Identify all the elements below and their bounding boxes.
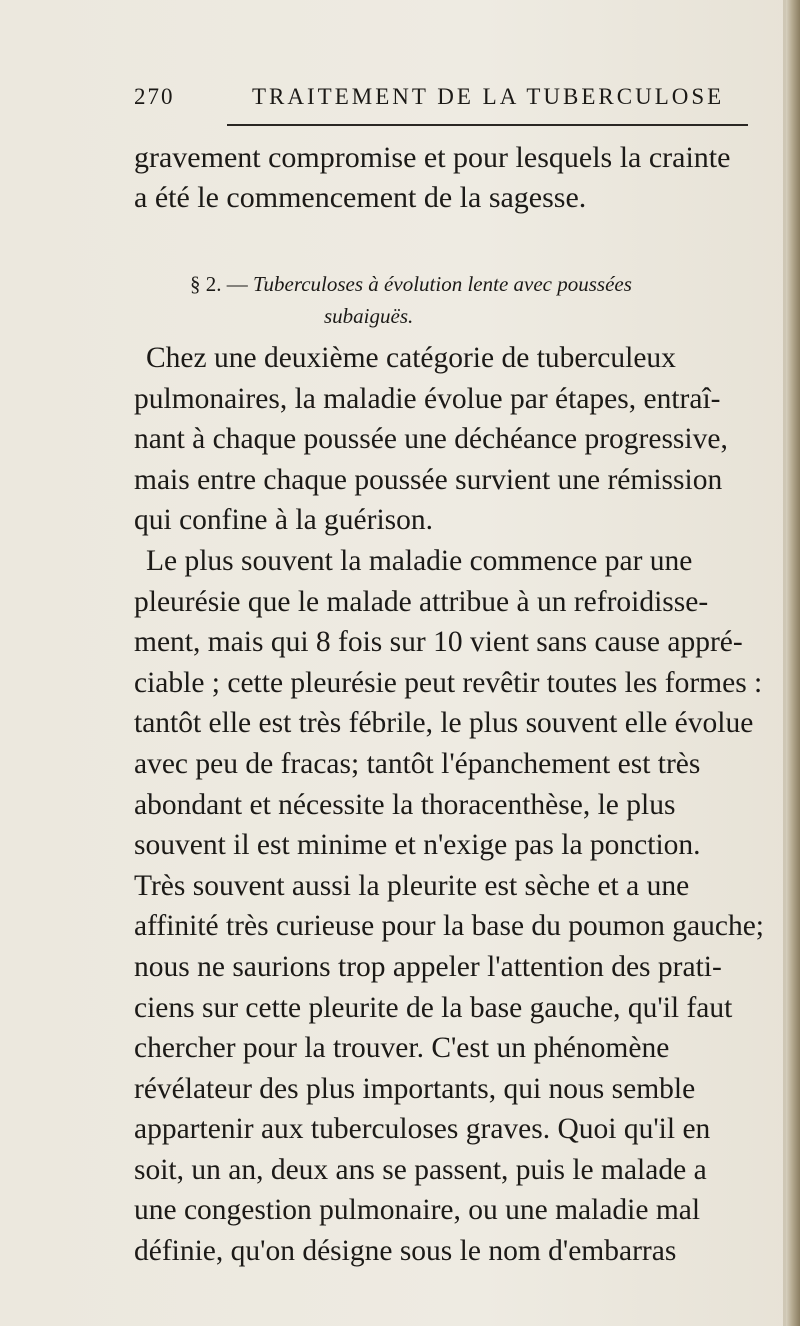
text-line: Le plus souvent la maladie commence par une <box>146 544 693 577</box>
section-title-line2: subaiguës. <box>324 304 414 328</box>
text-line: nant à chaque poussée une déchéance progressive, <box>134 423 728 456</box>
book-edge <box>786 0 800 1326</box>
section-symbol: § 2. — <box>190 272 248 296</box>
header-rule <box>227 124 748 126</box>
text-line: avec peu de fracas; tantôt l'épanchement est très <box>134 747 701 780</box>
section-title-line1: Tuberculoses à évolution lente avec poussées <box>253 272 632 296</box>
text-line: gravement compromise et pour lesquels la crainte <box>134 141 731 174</box>
page-header <box>134 84 758 118</box>
text-line: définie, qu'on désigne sous le nom d'embarras <box>134 1235 677 1268</box>
text-line: Très souvent aussi la pleurite est sèche et a une <box>134 869 690 902</box>
body-paragraphs <box>134 338 764 1272</box>
text-line: qui confine à la guérison. <box>134 504 434 537</box>
running-head: TRAITEMENT DE LA TUBERCULOSE <box>252 84 725 109</box>
text-line: ment, mais qui 8 fois sur 10 vient sans cause appré- <box>134 626 743 659</box>
text-line: affinité très curieuse pour la base du poumon gauche; <box>134 910 764 943</box>
text-line: chercher pour la trouver. C'est un phénomène <box>134 1032 670 1065</box>
text-line: nous ne saurions trop appeler l'attention des prati- <box>134 950 722 983</box>
text-line: révélateur des plus importants, qui nous semble <box>134 1072 696 1105</box>
intro-paragraph <box>134 138 764 218</box>
text-line: a été le commencement de la sagesse. <box>134 181 587 214</box>
text-line: abondant et nécessite la thoracenthèse, le plus <box>134 788 676 821</box>
text-line: souvent il est minime et n'exige pas la ponction. <box>134 829 701 862</box>
section-heading <box>134 268 754 332</box>
text-line: ciens sur cette pleurite de la base gauche, qu'il faut <box>134 991 733 1024</box>
text-line: Chez une deuxième catégorie de tuberculeux <box>146 342 676 374</box>
text-line: une congestion pulmonaire, ou une maladie mal <box>134 1194 701 1227</box>
text-line: ciable ; cette pleurésie peut revêtir toutes les formes : <box>134 666 763 699</box>
text-line: appartenir aux tuberculoses graves. Quoi qu'il en <box>134 1113 711 1146</box>
text-line: pleurésie que le malade attribue à un refroidisse- <box>134 585 709 618</box>
text-line: mais entre chaque poussée survient une rémission <box>134 463 723 496</box>
text-line: pulmonaires, la maladie évolue par étapes, entraî- <box>134 382 721 415</box>
page-number: 270 <box>134 84 175 109</box>
text-line: tantôt elle est très fébrile, le plus souvent elle évolue <box>134 707 754 740</box>
text-line: soit, un an, deux ans se passent, puis le malade a <box>134 1153 707 1186</box>
